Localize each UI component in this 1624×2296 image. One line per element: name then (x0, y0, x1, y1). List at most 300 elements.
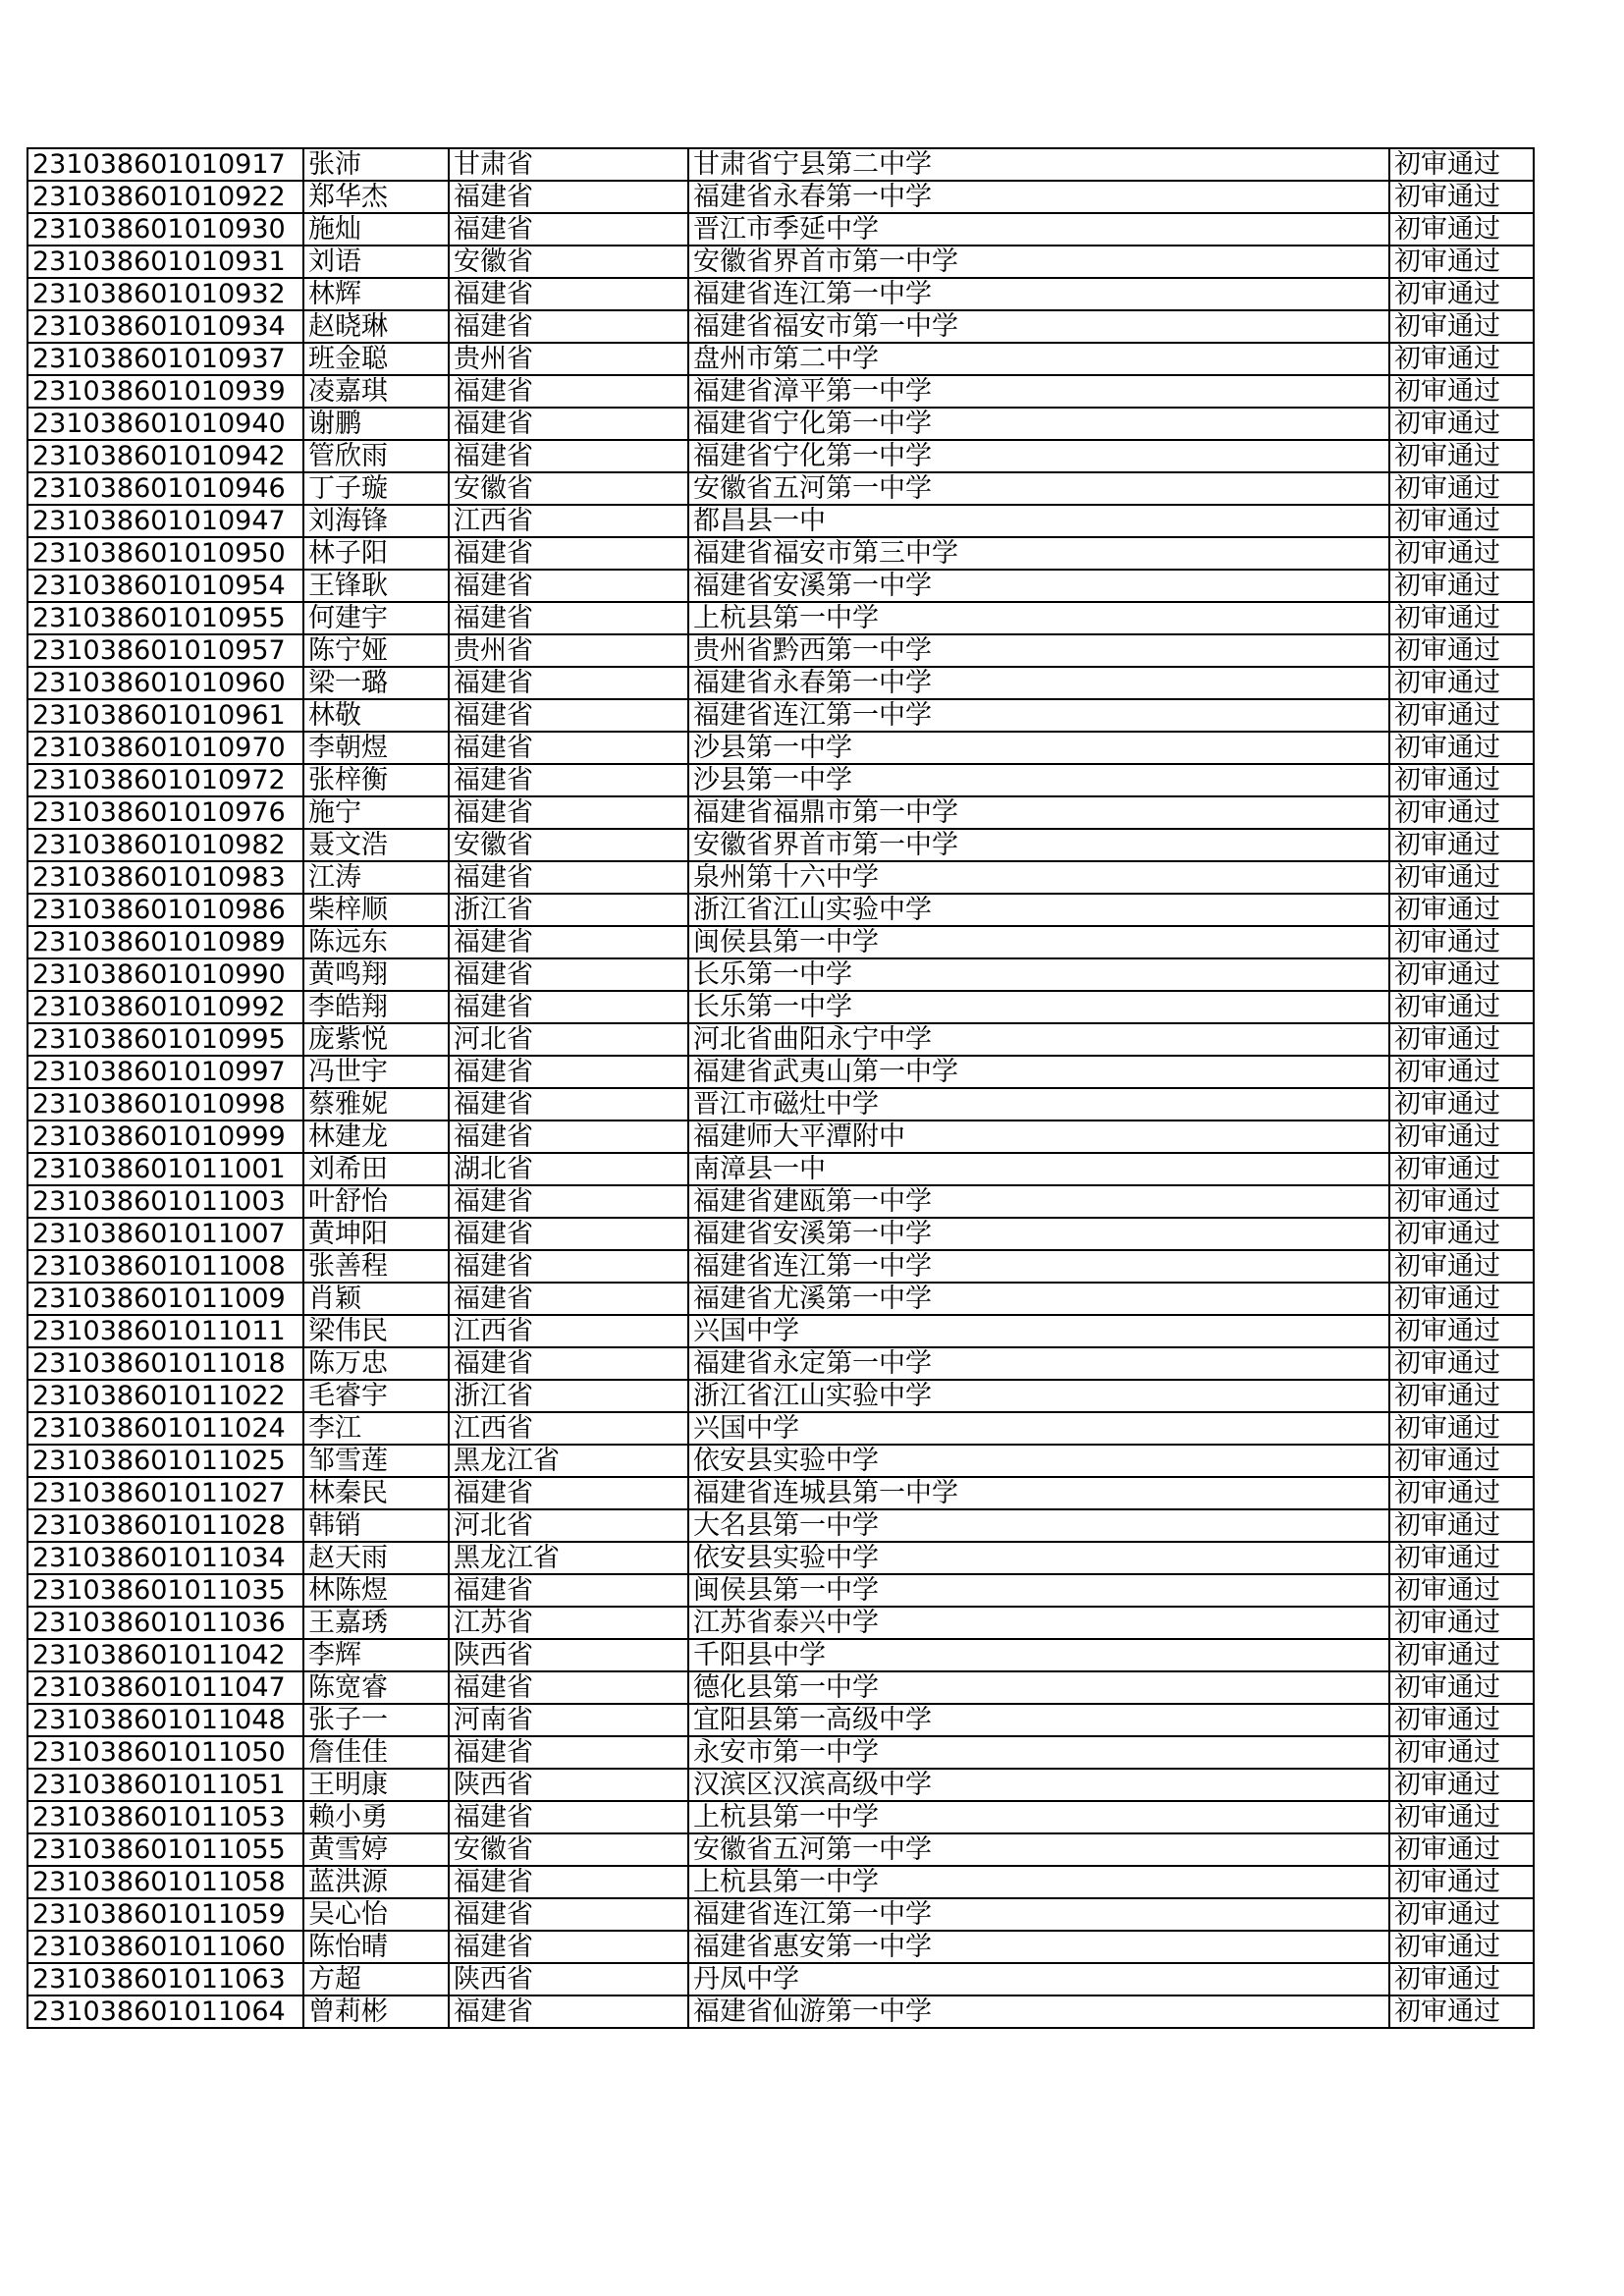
table-row (27, 1769, 1534, 1801)
school-cell: 福建省宁化第一中学 (688, 408, 1389, 440)
table-row (27, 1412, 1534, 1445)
province-cell: 福建省 (449, 375, 688, 408)
candidate-id-cell: 231038601010922 (27, 181, 303, 213)
candidate-id-cell: 231038601010992 (27, 991, 303, 1023)
school-cell: 沙县第一中学 (688, 764, 1389, 796)
name-cell: 陈宽睿 (303, 1671, 449, 1704)
province-cell: 福建省 (449, 1736, 688, 1769)
school-cell: 福建省福安市第三中学 (688, 537, 1389, 570)
school-cell: 上杭县第一中学 (688, 1801, 1389, 1833)
school-cell: 盘州市第二中学 (688, 343, 1389, 375)
school-cell: 宜阳县第一高级中学 (688, 1704, 1389, 1736)
table-row (27, 1477, 1534, 1509)
school-cell: 兴国中学 (688, 1315, 1389, 1347)
status-cell: 初审通过 (1389, 1185, 1534, 1218)
school-cell: 福建省武夷山第一中学 (688, 1056, 1389, 1088)
table-row (27, 1250, 1534, 1283)
candidate-id-cell: 231038601011050 (27, 1736, 303, 1769)
candidate-id-cell: 231038601011025 (27, 1445, 303, 1477)
candidate-id-cell: 231038601011051 (27, 1769, 303, 1801)
province-cell: 福建省 (449, 1218, 688, 1250)
status-cell: 初审通过 (1389, 472, 1534, 505)
candidate-id-cell: 231038601010998 (27, 1088, 303, 1121)
status-cell: 初审通过 (1389, 246, 1534, 278)
name-cell: 林秦民 (303, 1477, 449, 1509)
province-cell: 江西省 (449, 1412, 688, 1445)
school-cell: 都昌县一中 (688, 505, 1389, 537)
status-cell: 初审通过 (1389, 1931, 1534, 1963)
province-cell: 陕西省 (449, 1639, 688, 1671)
candidate-id-cell: 231038601010930 (27, 213, 303, 246)
status-cell: 初审通过 (1389, 1412, 1534, 1445)
province-cell: 黑龙江省 (449, 1445, 688, 1477)
province-cell: 福建省 (449, 1121, 688, 1153)
status-cell: 初审通过 (1389, 1833, 1534, 1866)
province-cell: 福建省 (449, 667, 688, 699)
name-cell: 韩销 (303, 1509, 449, 1542)
name-cell: 方超 (303, 1963, 449, 1995)
province-cell: 河北省 (449, 1509, 688, 1542)
candidate-id-cell: 231038601011042 (27, 1639, 303, 1671)
province-cell: 江西省 (449, 1315, 688, 1347)
candidate-id-cell: 231038601010986 (27, 894, 303, 926)
candidate-id-cell: 231038601011009 (27, 1283, 303, 1315)
school-cell: 福建省安溪第一中学 (688, 1218, 1389, 1250)
table-row (27, 440, 1534, 472)
name-cell: 林陈煜 (303, 1574, 449, 1607)
status-cell: 初审通过 (1389, 1023, 1534, 1056)
province-cell: 福建省 (449, 440, 688, 472)
status-cell: 初审通过 (1389, 1542, 1534, 1574)
status-cell: 初审通过 (1389, 1995, 1534, 2028)
candidate-id-cell: 231038601010995 (27, 1023, 303, 1056)
name-cell: 陈万忠 (303, 1347, 449, 1380)
status-cell: 初审通过 (1389, 1801, 1534, 1833)
name-cell: 张沛 (303, 148, 449, 181)
candidate-id-cell: 231038601010934 (27, 310, 303, 343)
name-cell: 邹雪莲 (303, 1445, 449, 1477)
candidate-id-cell: 231038601010932 (27, 278, 303, 310)
status-cell: 初审通过 (1389, 570, 1534, 602)
status-cell: 初审通过 (1389, 1477, 1534, 1509)
status-cell: 初审通过 (1389, 1056, 1534, 1088)
name-cell: 张善程 (303, 1250, 449, 1283)
province-cell: 贵州省 (449, 634, 688, 667)
name-cell: 陈宁娅 (303, 634, 449, 667)
province-cell: 福建省 (449, 1283, 688, 1315)
school-cell: 沙县第一中学 (688, 732, 1389, 764)
status-cell: 初审通过 (1389, 1704, 1534, 1736)
province-cell: 福建省 (449, 1898, 688, 1931)
candidate-id-cell: 231038601011011 (27, 1315, 303, 1347)
table-row (27, 634, 1534, 667)
table-row (27, 1704, 1534, 1736)
candidate-id-cell: 231038601010976 (27, 796, 303, 829)
province-cell: 安徽省 (449, 246, 688, 278)
name-cell: 林子阳 (303, 537, 449, 570)
candidate-id-cell: 231038601011035 (27, 1574, 303, 1607)
candidate-id-cell: 231038601010950 (27, 537, 303, 570)
table-row (27, 861, 1534, 894)
school-cell: 南漳县一中 (688, 1153, 1389, 1185)
name-cell: 刘希田 (303, 1153, 449, 1185)
status-cell: 初审通过 (1389, 1866, 1534, 1898)
school-cell: 江苏省泰兴中学 (688, 1607, 1389, 1639)
name-cell: 李辉 (303, 1639, 449, 1671)
name-cell: 赵天雨 (303, 1542, 449, 1574)
table-row (27, 1056, 1534, 1088)
school-cell: 晋江市季延中学 (688, 213, 1389, 246)
candidate-id-cell: 231038601010947 (27, 505, 303, 537)
table-row (27, 1931, 1534, 1963)
school-cell: 福建省宁化第一中学 (688, 440, 1389, 472)
table-row (27, 764, 1534, 796)
name-cell: 蓝洪源 (303, 1866, 449, 1898)
school-cell: 河北省曲阳永宁中学 (688, 1023, 1389, 1056)
status-cell: 初审通过 (1389, 1671, 1534, 1704)
table-row (27, 1898, 1534, 1931)
candidate-id-cell: 231038601011059 (27, 1898, 303, 1931)
province-cell: 福建省 (449, 602, 688, 634)
province-cell: 福建省 (449, 991, 688, 1023)
name-cell: 陈怡晴 (303, 1931, 449, 1963)
table-row (27, 213, 1534, 246)
school-cell: 德化县第一中学 (688, 1671, 1389, 1704)
table-row (27, 894, 1534, 926)
candidate-id-cell: 231038601010972 (27, 764, 303, 796)
candidate-id-cell: 231038601010940 (27, 408, 303, 440)
province-cell: 福建省 (449, 764, 688, 796)
candidate-id-cell: 231038601011055 (27, 1833, 303, 1866)
name-cell: 梁一璐 (303, 667, 449, 699)
name-cell: 刘语 (303, 246, 449, 278)
candidate-id-cell: 231038601011027 (27, 1477, 303, 1509)
province-cell: 福建省 (449, 958, 688, 991)
school-cell: 大名县第一中学 (688, 1509, 1389, 1542)
table-row (27, 958, 1534, 991)
school-cell: 福建省漳平第一中学 (688, 375, 1389, 408)
candidate-id-cell: 231038601010970 (27, 732, 303, 764)
table-row (27, 1315, 1534, 1347)
name-cell: 班金聪 (303, 343, 449, 375)
status-cell: 初审通过 (1389, 1639, 1534, 1671)
name-cell: 刘海锋 (303, 505, 449, 537)
candidate-id-cell: 231038601010917 (27, 148, 303, 181)
province-cell: 浙江省 (449, 1380, 688, 1412)
table-row (27, 699, 1534, 732)
table-row (27, 537, 1534, 570)
status-cell: 初审通过 (1389, 1153, 1534, 1185)
table-row (27, 1088, 1534, 1121)
province-cell: 福建省 (449, 570, 688, 602)
status-cell: 初审通过 (1389, 1088, 1534, 1121)
province-cell: 福建省 (449, 181, 688, 213)
table-row (27, 505, 1534, 537)
status-cell: 初审通过 (1389, 1898, 1534, 1931)
candidate-id-cell: 231038601011024 (27, 1412, 303, 1445)
candidate-id-cell: 231038601011064 (27, 1995, 303, 2028)
table-row (27, 1445, 1534, 1477)
candidate-id-cell: 231038601011047 (27, 1671, 303, 1704)
table-row (27, 667, 1534, 699)
candidate-id-cell: 231038601010939 (27, 375, 303, 408)
name-cell: 张梓衡 (303, 764, 449, 796)
table-row (27, 570, 1534, 602)
candidate-id-cell: 231038601010960 (27, 667, 303, 699)
school-cell: 依安县实验中学 (688, 1445, 1389, 1477)
school-cell: 福建省连城县第一中学 (688, 1477, 1389, 1509)
status-cell: 初审通过 (1389, 861, 1534, 894)
candidate-id-cell: 231038601011001 (27, 1153, 303, 1185)
province-cell: 福建省 (449, 278, 688, 310)
school-cell: 福建省福安市第一中学 (688, 310, 1389, 343)
name-cell: 施灿 (303, 213, 449, 246)
province-cell: 浙江省 (449, 894, 688, 926)
name-cell: 江涛 (303, 861, 449, 894)
name-cell: 柴梓顺 (303, 894, 449, 926)
table-row (27, 1218, 1534, 1250)
province-cell: 湖北省 (449, 1153, 688, 1185)
status-cell: 初审通过 (1389, 408, 1534, 440)
status-cell: 初审通过 (1389, 1347, 1534, 1380)
province-cell: 福建省 (449, 1574, 688, 1607)
school-cell: 兴国中学 (688, 1412, 1389, 1445)
candidate-id-cell: 231038601010954 (27, 570, 303, 602)
candidate-id-cell: 231038601010990 (27, 958, 303, 991)
school-cell: 闽侯县第一中学 (688, 1574, 1389, 1607)
table-row (27, 472, 1534, 505)
status-cell: 初审通过 (1389, 1315, 1534, 1347)
school-cell: 贵州省黔西第一中学 (688, 634, 1389, 667)
name-cell: 谢鹏 (303, 408, 449, 440)
table-row (27, 1963, 1534, 1995)
school-cell: 福建省尤溪第一中学 (688, 1283, 1389, 1315)
status-cell: 初审通过 (1389, 1380, 1534, 1412)
candidate-id-cell: 231038601011007 (27, 1218, 303, 1250)
candidate-id-cell: 231038601010989 (27, 926, 303, 958)
school-cell: 安徽省五河第一中学 (688, 1833, 1389, 1866)
name-cell: 梁伟民 (303, 1315, 449, 1347)
school-cell: 福建省连江第一中学 (688, 1898, 1389, 1931)
province-cell: 福建省 (449, 1931, 688, 1963)
status-cell: 初审通过 (1389, 343, 1534, 375)
province-cell: 福建省 (449, 1866, 688, 1898)
candidate-id-cell: 231038601010942 (27, 440, 303, 472)
candidate-id-cell: 231038601011003 (27, 1185, 303, 1218)
school-cell: 福建省连江第一中学 (688, 278, 1389, 310)
status-cell: 初审通过 (1389, 894, 1534, 926)
status-cell: 初审通过 (1389, 699, 1534, 732)
school-cell: 安徽省界首市第一中学 (688, 829, 1389, 861)
status-cell: 初审通过 (1389, 375, 1534, 408)
province-cell: 福建省 (449, 1995, 688, 2028)
table-row (27, 148, 1534, 181)
name-cell: 王锋耿 (303, 570, 449, 602)
school-cell: 福建省永春第一中学 (688, 181, 1389, 213)
status-cell: 初审通过 (1389, 1574, 1534, 1607)
school-cell: 长乐第一中学 (688, 958, 1389, 991)
candidate-id-cell: 231038601011048 (27, 1704, 303, 1736)
candidate-id-cell: 231038601010955 (27, 602, 303, 634)
table-row (27, 1607, 1534, 1639)
school-cell: 长乐第一中学 (688, 991, 1389, 1023)
province-cell: 黑龙江省 (449, 1542, 688, 1574)
school-cell: 浙江省江山实验中学 (688, 894, 1389, 926)
status-cell: 初审通过 (1389, 1769, 1534, 1801)
candidate-id-cell: 231038601010983 (27, 861, 303, 894)
province-cell: 甘肃省 (449, 148, 688, 181)
name-cell: 黄鸣翔 (303, 958, 449, 991)
results-table-body (27, 148, 1534, 2028)
name-cell: 郑华杰 (303, 181, 449, 213)
candidate-id-cell: 231038601011008 (27, 1250, 303, 1283)
status-cell: 初审通过 (1389, 634, 1534, 667)
table-row (27, 1121, 1534, 1153)
province-cell: 福建省 (449, 1801, 688, 1833)
province-cell: 福建省 (449, 1056, 688, 1088)
status-cell: 初审通过 (1389, 958, 1534, 991)
name-cell: 施宁 (303, 796, 449, 829)
province-cell: 福建省 (449, 1250, 688, 1283)
school-cell: 上杭县第一中学 (688, 602, 1389, 634)
table-row (27, 1509, 1534, 1542)
status-cell: 初审通过 (1389, 667, 1534, 699)
name-cell: 王嘉琇 (303, 1607, 449, 1639)
candidate-id-cell: 231038601010937 (27, 343, 303, 375)
candidate-id-cell: 231038601010997 (27, 1056, 303, 1088)
status-cell: 初审通过 (1389, 505, 1534, 537)
school-cell: 永安市第一中学 (688, 1736, 1389, 1769)
status-cell: 初审通过 (1389, 440, 1534, 472)
school-cell: 福建省安溪第一中学 (688, 570, 1389, 602)
school-cell: 依安县实验中学 (688, 1542, 1389, 1574)
province-cell: 河南省 (449, 1704, 688, 1736)
candidate-id-cell: 231038601010961 (27, 699, 303, 732)
status-cell: 初审通过 (1389, 1509, 1534, 1542)
candidate-id-cell: 231038601011063 (27, 1963, 303, 1995)
candidate-id-cell: 231038601011058 (27, 1866, 303, 1898)
province-cell: 福建省 (449, 213, 688, 246)
school-cell: 福建省连江第一中学 (688, 1250, 1389, 1283)
name-cell: 赖小勇 (303, 1801, 449, 1833)
name-cell: 李江 (303, 1412, 449, 1445)
candidate-id-cell: 231038601010946 (27, 472, 303, 505)
province-cell: 安徽省 (449, 472, 688, 505)
status-cell: 初审通过 (1389, 1445, 1534, 1477)
table-row (27, 991, 1534, 1023)
school-cell: 甘肃省宁县第二中学 (688, 148, 1389, 181)
province-cell: 安徽省 (449, 829, 688, 861)
status-cell: 初审通过 (1389, 310, 1534, 343)
school-cell: 浙江省江山实验中学 (688, 1380, 1389, 1412)
school-cell: 福建省福鼎市第一中学 (688, 796, 1389, 829)
status-cell: 初审通过 (1389, 829, 1534, 861)
name-cell: 管欣雨 (303, 440, 449, 472)
school-cell: 福建省连江第一中学 (688, 699, 1389, 732)
name-cell: 李皓翔 (303, 991, 449, 1023)
province-cell: 陕西省 (449, 1769, 688, 1801)
school-cell: 千阳县中学 (688, 1639, 1389, 1671)
province-cell: 福建省 (449, 861, 688, 894)
name-cell: 黄坤阳 (303, 1218, 449, 1250)
table-row (27, 1380, 1534, 1412)
school-cell: 福建省永春第一中学 (688, 667, 1389, 699)
name-cell: 林敬 (303, 699, 449, 732)
name-cell: 张子一 (303, 1704, 449, 1736)
province-cell: 福建省 (449, 1671, 688, 1704)
name-cell: 李朝煜 (303, 732, 449, 764)
school-cell: 汉滨区汉滨高级中学 (688, 1769, 1389, 1801)
status-cell: 初审通过 (1389, 1283, 1534, 1315)
school-cell: 丹凤中学 (688, 1963, 1389, 1995)
status-cell: 初审通过 (1389, 1736, 1534, 1769)
candidate-id-cell: 231038601010931 (27, 246, 303, 278)
name-cell: 黄雪婷 (303, 1833, 449, 1866)
name-cell: 何建宇 (303, 602, 449, 634)
name-cell: 丁子璇 (303, 472, 449, 505)
status-cell: 初审通过 (1389, 1218, 1534, 1250)
province-cell: 贵州省 (449, 343, 688, 375)
school-cell: 福建省永定第一中学 (688, 1347, 1389, 1380)
school-cell: 福建师大平潭附中 (688, 1121, 1389, 1153)
candidate-id-cell: 231038601011060 (27, 1931, 303, 1963)
school-cell: 安徽省界首市第一中学 (688, 246, 1389, 278)
table-row (27, 1542, 1534, 1574)
candidate-id-cell: 231038601010999 (27, 1121, 303, 1153)
name-cell: 赵晓琳 (303, 310, 449, 343)
table-row (27, 1866, 1534, 1898)
candidate-id-cell: 231038601011053 (27, 1801, 303, 1833)
table-row (27, 1671, 1534, 1704)
province-cell: 江西省 (449, 505, 688, 537)
table-row (27, 375, 1534, 408)
province-cell: 福建省 (449, 1477, 688, 1509)
name-cell: 林辉 (303, 278, 449, 310)
province-cell: 福建省 (449, 1185, 688, 1218)
province-cell: 福建省 (449, 732, 688, 764)
status-cell: 初审通过 (1389, 1250, 1534, 1283)
candidate-id-cell: 231038601011022 (27, 1380, 303, 1412)
province-cell: 陕西省 (449, 1963, 688, 1995)
name-cell: 林建龙 (303, 1121, 449, 1153)
table-row (27, 1283, 1534, 1315)
candidate-id-cell: 231038601011036 (27, 1607, 303, 1639)
school-cell: 福建省建瓯第一中学 (688, 1185, 1389, 1218)
table-row (27, 181, 1534, 213)
province-cell: 福建省 (449, 796, 688, 829)
status-cell: 初审通过 (1389, 732, 1534, 764)
name-cell: 王明康 (303, 1769, 449, 1801)
province-cell: 河北省 (449, 1023, 688, 1056)
name-cell: 曾莉彬 (303, 1995, 449, 2028)
name-cell: 庞紫悦 (303, 1023, 449, 1056)
name-cell: 毛睿宇 (303, 1380, 449, 1412)
table-row (27, 926, 1534, 958)
status-cell: 初审通过 (1389, 602, 1534, 634)
table-row (27, 1801, 1534, 1833)
candidate-id-cell: 231038601011028 (27, 1509, 303, 1542)
province-cell: 福建省 (449, 1088, 688, 1121)
table-row (27, 1153, 1534, 1185)
table-row (27, 732, 1534, 764)
status-cell: 初审通过 (1389, 1121, 1534, 1153)
province-cell: 福建省 (449, 1347, 688, 1380)
name-cell: 叶舒怡 (303, 1185, 449, 1218)
status-cell: 初审通过 (1389, 278, 1534, 310)
table-row (27, 1833, 1534, 1866)
table-row (27, 1185, 1534, 1218)
status-cell: 初审通过 (1389, 181, 1534, 213)
